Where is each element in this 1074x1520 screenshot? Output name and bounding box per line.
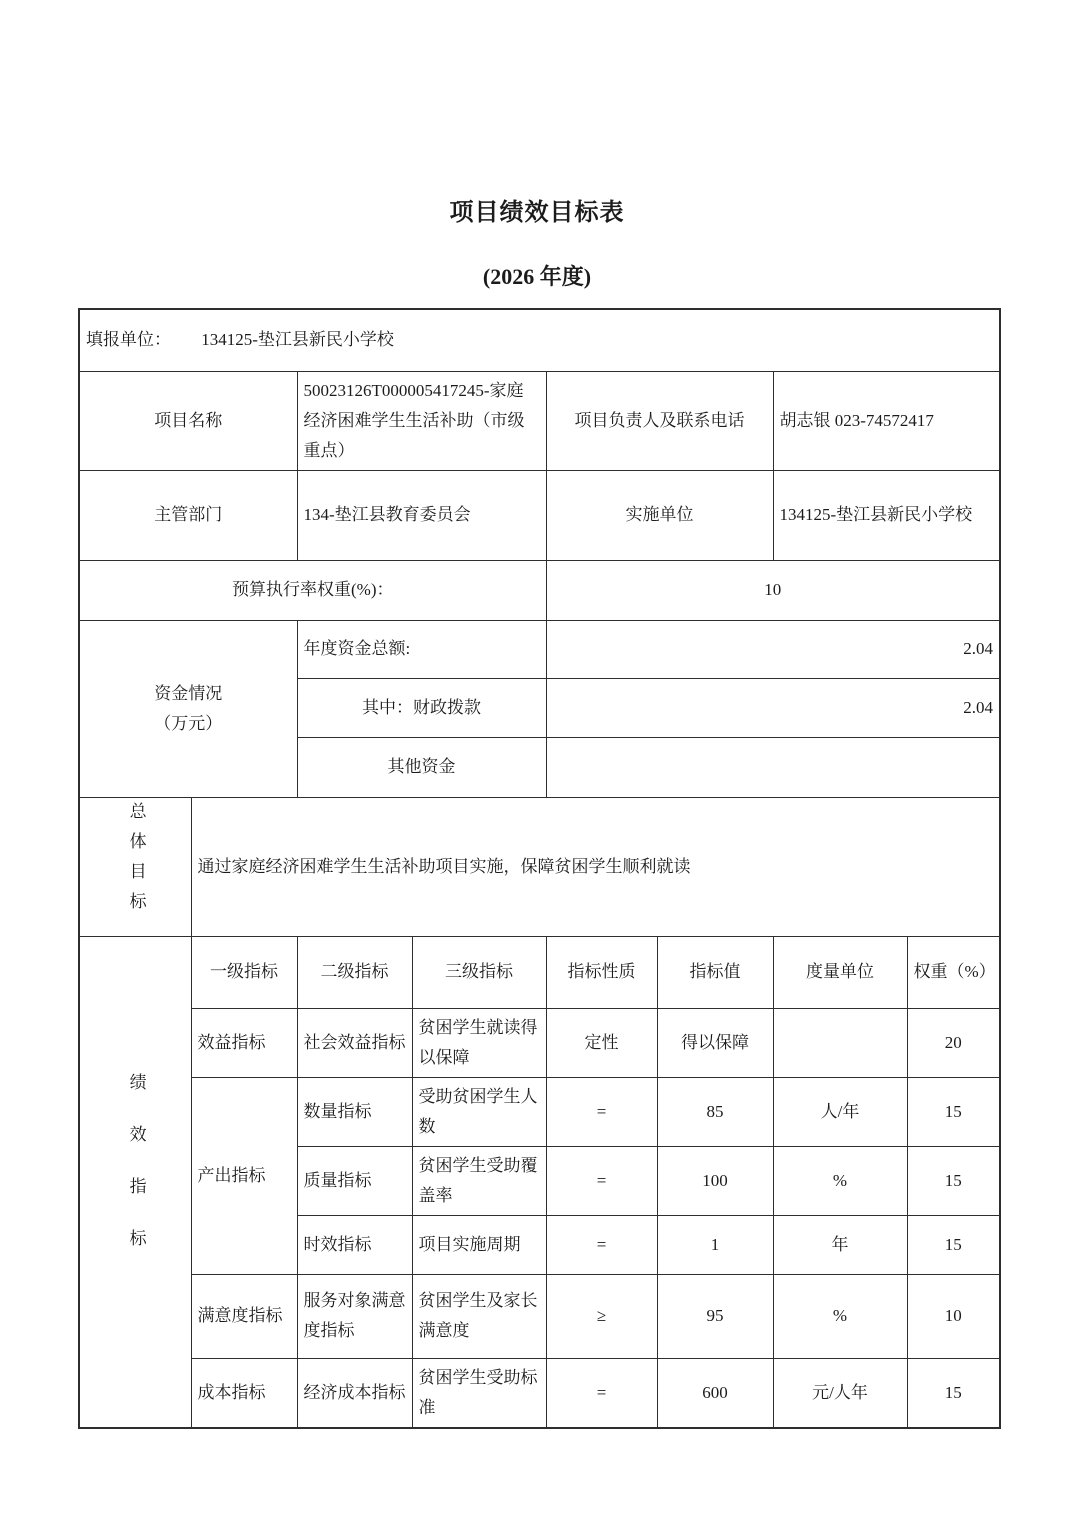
indicator-header-row (79, 936, 1000, 1008)
indicator-value: 1 (657, 1215, 773, 1274)
overall-goal-label: 总体目标 (126, 801, 146, 922)
indicators-side-label-cell (79, 936, 191, 1428)
indicator-weight: 15 (907, 1077, 1000, 1146)
indicator-weight: 10 (907, 1274, 1000, 1358)
overall-goal-row (79, 797, 1000, 936)
header-level1: 一级指标 (191, 936, 297, 1008)
indicator-weight: 15 (907, 1358, 1000, 1428)
overall-goal-value: 通过家庭经济困难学生生活补助项目实施，保障贫困学生顺利就读 (191, 797, 1000, 936)
funds-fiscal-value: 2.04 (546, 678, 1000, 737)
reporting-unit-label: 填报单位： (86, 330, 171, 350)
indicator-level2: 服务对象满意度指标 (297, 1274, 412, 1358)
project-leader-label: 项目负责人及联系电话 (546, 371, 773, 470)
indicator-level2: 经济成本指标 (297, 1358, 412, 1428)
indicator-level2: 社会效益指标 (297, 1008, 412, 1077)
header-value: 指标值 (657, 936, 773, 1008)
indicator-nature: = (546, 1077, 657, 1146)
department-label: 主管部门 (79, 470, 297, 560)
budget-rate-weight-row (79, 560, 1000, 620)
budget-rate-weight-value: 10 (546, 560, 1000, 620)
department-row (79, 470, 1000, 560)
funds-label-cell (79, 620, 297, 797)
reporting-unit-cell (79, 309, 1000, 371)
indicator-nature: = (546, 1358, 657, 1428)
indicator-value: 得以保障 (657, 1008, 773, 1077)
indicator-row-satisfaction (79, 1274, 1000, 1358)
project-name-label: 项目名称 (79, 371, 297, 470)
indicator-level3: 贫困学生就读得以保障 (412, 1008, 546, 1077)
indicator-unit: % (773, 1146, 907, 1215)
indicator-row-quantity (79, 1077, 1000, 1146)
indicator-level1: 满意度指标 (191, 1274, 297, 1358)
indicator-value: 85 (657, 1077, 773, 1146)
reporting-unit-row (79, 309, 1000, 371)
indicator-level3: 贫困学生及家长满意度 (412, 1274, 546, 1358)
header-level3: 三级指标 (412, 936, 546, 1008)
funds-fiscal-label: 其中：财政拨款 (297, 678, 546, 737)
project-name-value: 50023126T000005417245-家庭经济困难学生生活补助（市级重点） (297, 371, 546, 470)
indicator-level1: 成本指标 (191, 1358, 297, 1428)
indicator-value: 600 (657, 1358, 773, 1428)
header-weight: 权重（%） (907, 936, 1000, 1008)
indicator-unit: 元/人年 (773, 1358, 907, 1428)
indicator-level2: 数量指标 (297, 1077, 412, 1146)
indicator-row-benefit (79, 1008, 1000, 1077)
indicator-unit: 人/年 (773, 1077, 907, 1146)
indicator-level3: 贫困学生受助标准 (412, 1358, 546, 1428)
indicator-weight: 20 (907, 1008, 1000, 1077)
indicator-level2: 时效指标 (297, 1215, 412, 1274)
indicator-level3: 项目实施周期 (412, 1215, 546, 1274)
header-nature: 指标性质 (546, 936, 657, 1008)
indicator-unit: % (773, 1274, 907, 1358)
implementing-unit-label: 实施单位 (546, 470, 773, 560)
indicator-level2: 质量指标 (297, 1146, 412, 1215)
indicator-nature: 定性 (546, 1008, 657, 1077)
header-unit: 度量单位 (773, 936, 907, 1008)
indicator-value: 95 (657, 1274, 773, 1358)
indicator-unit (773, 1008, 907, 1077)
implementing-unit-value: 134125-垫江县新民小学校 (773, 470, 1000, 560)
department-value: 134-垫江县教育委员会 (297, 470, 546, 560)
project-leader-value: 胡志银 023-74572417 (773, 371, 1000, 470)
project-name-row (79, 371, 1000, 470)
indicator-value: 100 (657, 1146, 773, 1215)
indicator-unit: 年 (773, 1215, 907, 1274)
funds-total-row (79, 620, 1000, 678)
indicator-nature: = (546, 1215, 657, 1274)
reporting-unit-value: 134125-垫江县新民小学校 (201, 330, 394, 350)
funds-label-line2: （万元） (154, 713, 223, 733)
page-title: 项目绩效目标表 (449, 200, 625, 226)
indicator-level1: 效益指标 (191, 1008, 297, 1077)
header-level2: 二级指标 (297, 936, 412, 1008)
indicator-nature: = (546, 1146, 657, 1215)
indicators-side-label: 绩效指标 (126, 1072, 146, 1281)
funds-total-label: 年度资金总额: (297, 620, 546, 678)
funds-total-value: 2.04 (546, 620, 1000, 678)
funds-other-label: 其他资金 (297, 737, 546, 797)
indicator-weight: 15 (907, 1215, 1000, 1274)
overall-goal-label-cell (79, 797, 191, 936)
indicator-nature: ≥ (546, 1274, 657, 1358)
funds-label-line1: 资金情况 (154, 683, 223, 703)
funds-other-value (546, 737, 1000, 797)
performance-target-table (78, 308, 1001, 1429)
indicator-level3: 受助贫困学生人数 (412, 1077, 546, 1146)
indicator-weight: 15 (907, 1146, 1000, 1215)
budget-rate-weight-label: 预算执行率权重(%)： (79, 560, 546, 620)
page-subtitle: (2026 年度) (482, 264, 592, 289)
indicator-level3: 贫困学生受助覆盖率 (412, 1146, 546, 1215)
indicator-level1: 产出指标 (191, 1077, 297, 1274)
indicator-row-cost (79, 1358, 1000, 1428)
